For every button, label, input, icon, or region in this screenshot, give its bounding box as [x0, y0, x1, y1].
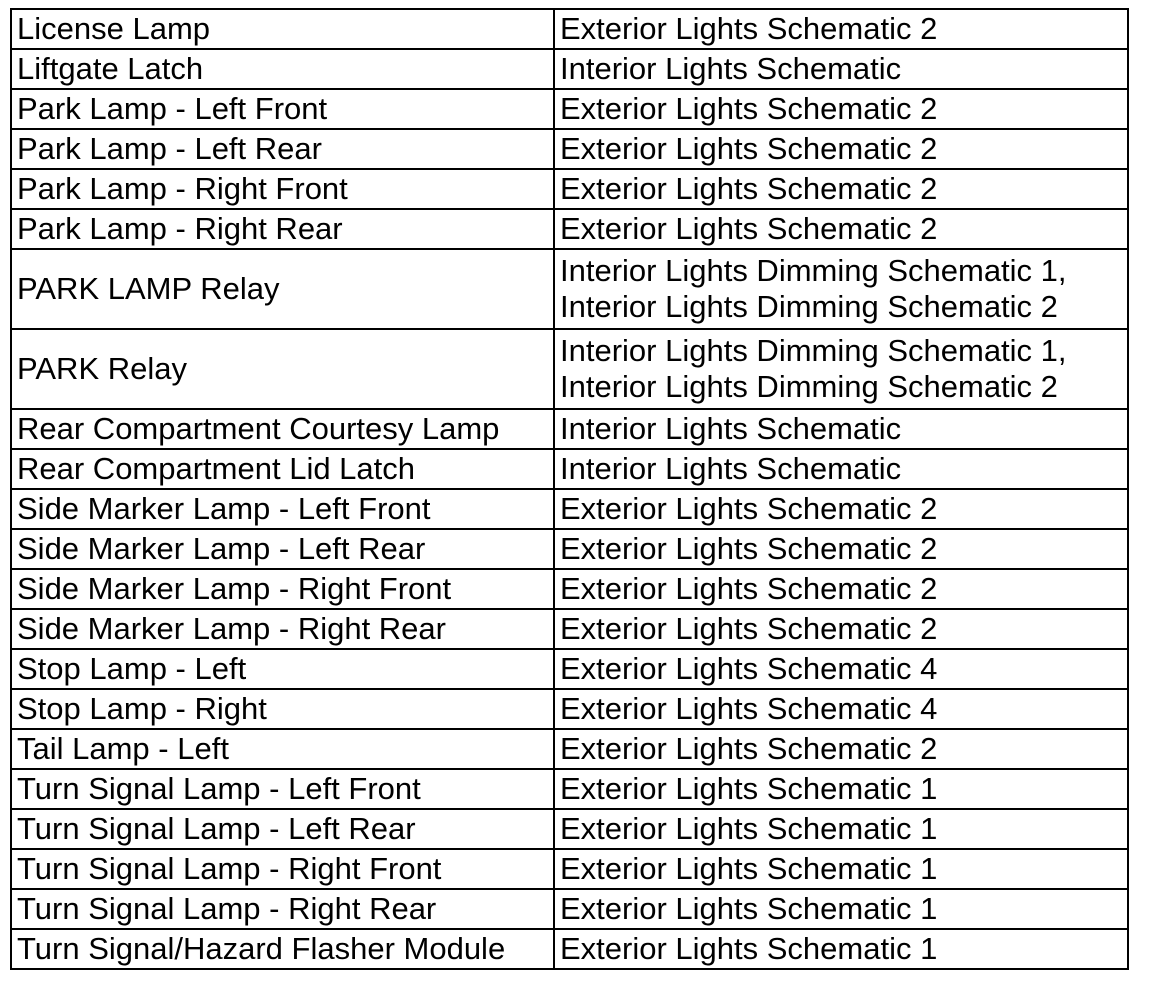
schematic-cell — [554, 769, 1128, 809]
table-row — [11, 49, 1128, 89]
table-row — [11, 329, 1128, 409]
schematic-cell — [554, 169, 1128, 209]
component-cell: Stop Lamp - Left — [11, 649, 554, 689]
schematic-cell — [554, 89, 1128, 129]
table-row — [11, 129, 1128, 169]
schematic-cell — [554, 249, 1128, 329]
schematic-cell — [554, 489, 1128, 529]
component-cell: Side Marker Lamp - Left Front — [11, 489, 554, 529]
schematic-cell — [554, 409, 1128, 449]
table-row — [11, 849, 1128, 889]
schematic-line: Exterior Lights Schematic 1 — [560, 771, 938, 806]
schematic-cell — [554, 649, 1128, 689]
schematic-line: Exterior Lights Schematic 1 — [560, 931, 938, 966]
component-cell: Turn Signal Lamp - Left Front — [11, 769, 554, 809]
table-row — [11, 249, 1128, 329]
schematic-line: Exterior Lights Schematic 4 — [560, 691, 938, 726]
schematic-line: Exterior Lights Schematic 2 — [560, 731, 938, 766]
component-cell: Side Marker Lamp - Right Front — [11, 569, 554, 609]
component-schematic-table — [10, 8, 1129, 970]
schematic-line: Exterior Lights Schematic 2 — [560, 611, 938, 646]
schematic-cell — [554, 209, 1128, 249]
component-cell: PARK LAMP Relay — [11, 249, 554, 329]
schematic-line: Exterior Lights Schematic 4 — [560, 651, 938, 686]
schematic-line: Exterior Lights Schematic 2 — [560, 491, 938, 526]
component-cell: Liftgate Latch — [11, 49, 554, 89]
schematic-cell — [554, 129, 1128, 169]
schematic-cell — [554, 849, 1128, 889]
component-cell: Park Lamp - Right Rear — [11, 209, 554, 249]
schematic-line: Exterior Lights Schematic 2 — [560, 171, 938, 206]
schematic-line: Exterior Lights Schematic 2 — [560, 571, 938, 606]
schematic-cell — [554, 729, 1128, 769]
schematic-cell — [554, 569, 1128, 609]
component-cell: Turn Signal Lamp - Left Rear — [11, 809, 554, 849]
table-row — [11, 529, 1128, 569]
table-row — [11, 489, 1128, 529]
component-cell: PARK Relay — [11, 329, 554, 409]
table-row — [11, 769, 1128, 809]
schematic-line: Interior Lights Dimming Schematic 1, — [560, 333, 1067, 368]
component-cell: Tail Lamp - Left — [11, 729, 554, 769]
table-row — [11, 449, 1128, 489]
table-row — [11, 929, 1128, 969]
schematic-line: Interior Lights Schematic — [560, 411, 902, 446]
table-row — [11, 649, 1128, 689]
schematic-line: Exterior Lights Schematic 2 — [560, 11, 938, 46]
table-row — [11, 209, 1128, 249]
schematic-line: Interior Lights Dimming Schematic 1, — [560, 253, 1067, 288]
schematic-line: Interior Lights Schematic — [560, 51, 902, 86]
table-row — [11, 9, 1128, 49]
component-cell: Rear Compartment Lid Latch — [11, 449, 554, 489]
schematic-line: Exterior Lights Schematic 2 — [560, 211, 938, 246]
schematic-line: Exterior Lights Schematic 2 — [560, 91, 938, 126]
component-cell: Stop Lamp - Right — [11, 689, 554, 729]
schematic-line: Interior Lights Dimming Schematic 2 — [560, 289, 1058, 324]
schematic-cell — [554, 9, 1128, 49]
component-cell: Turn Signal/Hazard Flasher Module — [11, 929, 554, 969]
table-row — [11, 409, 1128, 449]
schematic-cell — [554, 929, 1128, 969]
table-body — [11, 9, 1128, 969]
table-row — [11, 169, 1128, 209]
schematic-line: Exterior Lights Schematic 1 — [560, 851, 938, 886]
table-row — [11, 809, 1128, 849]
table-row — [11, 689, 1128, 729]
table-row — [11, 889, 1128, 929]
component-cell: Park Lamp - Right Front — [11, 169, 554, 209]
schematic-cell — [554, 449, 1128, 489]
schematic-line: Interior Lights Dimming Schematic 2 — [560, 369, 1058, 404]
schematic-line: Exterior Lights Schematic 1 — [560, 811, 938, 846]
table-row — [11, 729, 1128, 769]
schematic-line: Exterior Lights Schematic 2 — [560, 531, 938, 566]
component-cell: Park Lamp - Left Front — [11, 89, 554, 129]
schematic-cell — [554, 49, 1128, 89]
schematic-cell — [554, 809, 1128, 849]
component-cell: Turn Signal Lamp - Right Front — [11, 849, 554, 889]
schematic-cell — [554, 689, 1128, 729]
table-row — [11, 89, 1128, 129]
schematic-line: Exterior Lights Schematic 2 — [560, 131, 938, 166]
schematic-cell — [554, 889, 1128, 929]
component-cell: Side Marker Lamp - Right Rear — [11, 609, 554, 649]
table-row — [11, 569, 1128, 609]
component-cell: Turn Signal Lamp - Right Rear — [11, 889, 554, 929]
schematic-cell — [554, 609, 1128, 649]
component-cell: Rear Compartment Courtesy Lamp — [11, 409, 554, 449]
component-cell: Park Lamp - Left Rear — [11, 129, 554, 169]
schematic-cell — [554, 329, 1128, 409]
component-cell: License Lamp — [11, 9, 554, 49]
schematic-line: Exterior Lights Schematic 1 — [560, 891, 938, 926]
schematic-cell — [554, 529, 1128, 569]
schematic-line: Interior Lights Schematic — [560, 451, 902, 486]
component-cell: Side Marker Lamp - Left Rear — [11, 529, 554, 569]
table-row — [11, 609, 1128, 649]
